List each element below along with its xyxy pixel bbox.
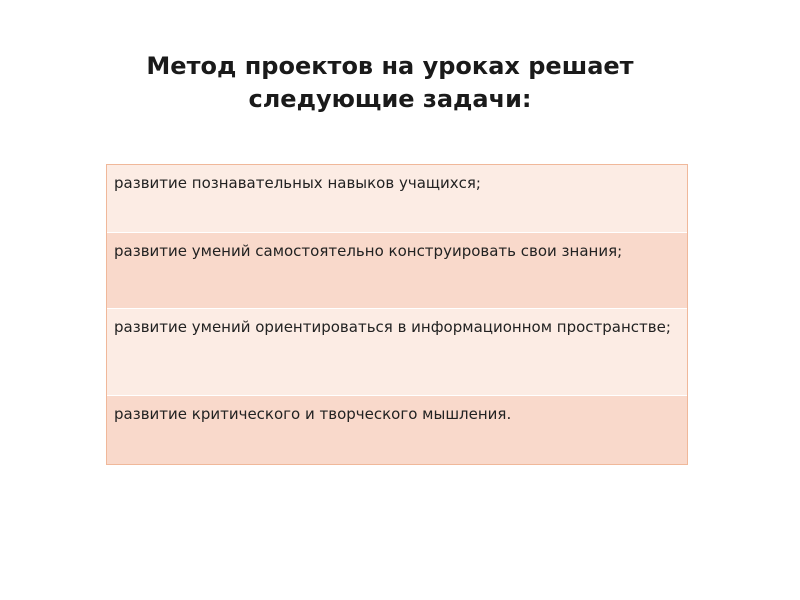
task-row-cognitive-skills: развитие познавательных навыков учащихся; <box>107 165 687 232</box>
task-row-information-space: развитие умений ориентироваться в информационном пространстве; <box>107 308 687 395</box>
task-row-critical-thinking: развитие критического и творческого мышления. <box>107 395 687 464</box>
task-row-construct-knowledge: развитие умений самостоятельно конструировать свои знания; <box>107 232 687 308</box>
slide-title-line-2: следующие задачи: <box>248 85 532 113</box>
slide-title <box>100 50 680 116</box>
slide-title-line-1: Метод проектов на уроках решает <box>146 52 634 80</box>
task-table <box>106 164 688 465</box>
